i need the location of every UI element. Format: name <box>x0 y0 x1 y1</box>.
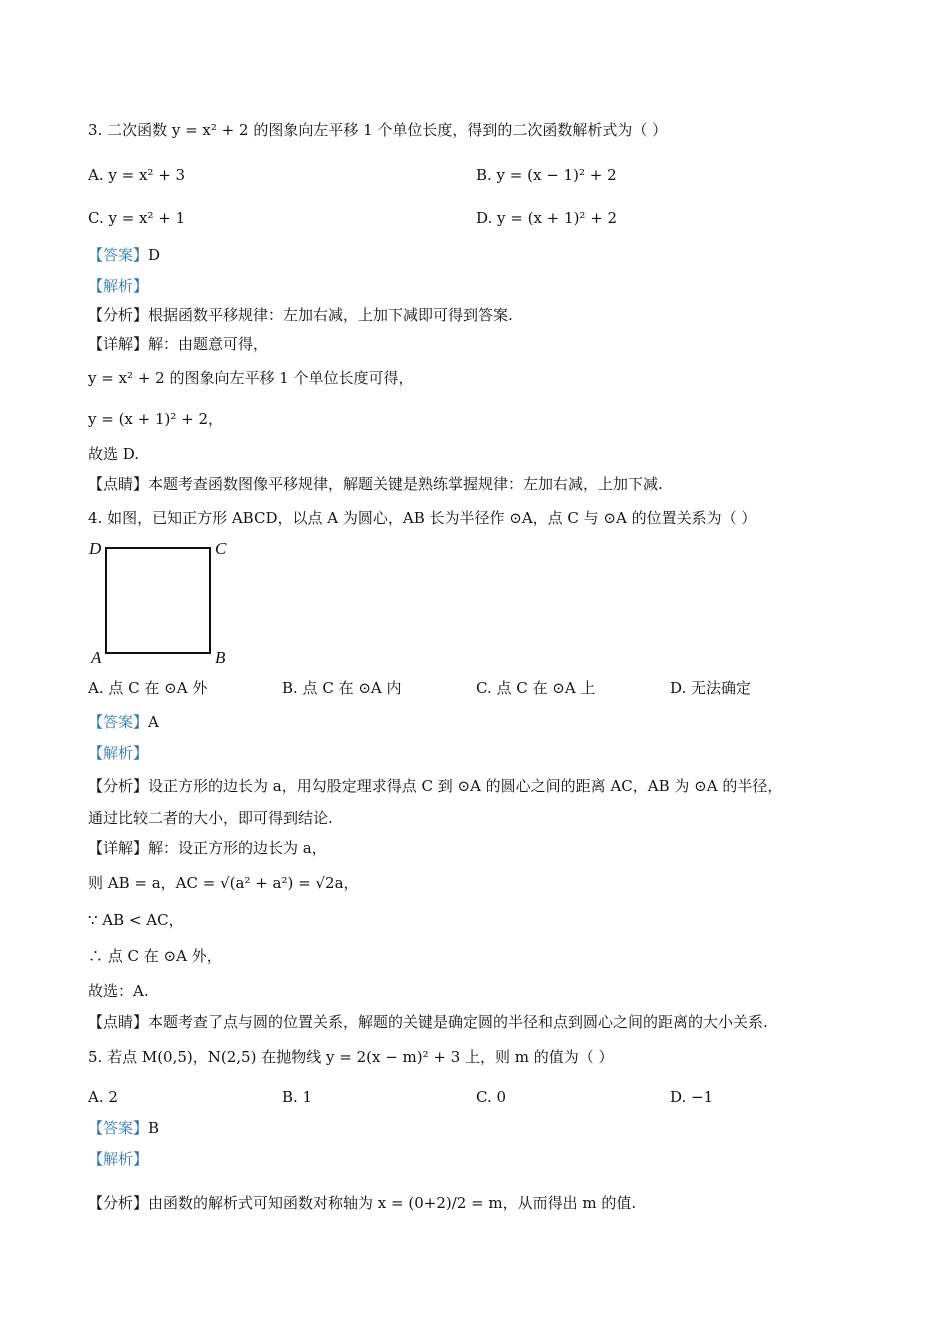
xiangjie-tag: 【详解】 <box>88 335 149 353</box>
q3-option-b: B. y = (x − 1)² + 2 <box>476 166 617 184</box>
vertex-label-b: B <box>215 648 226 667</box>
q4-step2: ∵ AB < AC， <box>88 911 184 929</box>
fenxi-tag: 【分析】 <box>88 1194 149 1212</box>
q4-option-a: A. 点 C 在 ⊙A 外 <box>88 679 208 697</box>
answer-tag: 【答案】 <box>88 713 149 731</box>
q3-fenxi <box>88 305 513 325</box>
fenxi-text: 根据函数平移规律：左加右减，上加下减即可得到答案. <box>148 306 513 324</box>
q4-xiangjie <box>88 838 327 858</box>
q3-step2: y = (x + 1)² + 2， <box>88 410 224 428</box>
answer-value: D <box>148 246 161 264</box>
q4-option-d: D. 无法确定 <box>670 679 752 697</box>
dianjing-text: 本题考查了点与圆的位置关系，解题的关键是确定圆的半径和点到圆心之间的距离的大小关系. <box>148 1013 768 1031</box>
answer-tag: 【答案】 <box>88 246 149 264</box>
vertex-label-d: D <box>89 539 102 558</box>
xiangjie-tag: 【详解】 <box>88 839 149 857</box>
fenxi-text: 设正方形的边长为 a，用勾股定理求得点 C 到 ⊙A 的圆心之间的距离 AC，AB 为 ⊙A 的半径， <box>148 777 783 795</box>
q4-conclusion: 故选：A. <box>88 982 149 1000</box>
xiangjie-text: 解：由题意可得， <box>148 335 269 353</box>
dianjing-tag: 【点睛】 <box>88 1013 149 1031</box>
q4-answer <box>88 712 159 732</box>
answer-value: B <box>148 1119 160 1137</box>
q5-stem: 5. 若点 M(0,5)，N(2,5) 在抛物线 y = 2(x − m)² + 3 上，则 m 的值为（ ） <box>88 1048 614 1066</box>
q5-fenxi <box>88 1193 636 1213</box>
dianjing-text: 本题考查函数图像平移规律，解题关键是熟练掌握规律：左加右减，上加下减. <box>148 475 663 493</box>
q5-answer <box>88 1118 159 1138</box>
q3-stem: 3. 二次函数 y = x² + 2 的图象向左平移 1 个单位长度，得到的二次函数解析式为（ ） <box>88 121 668 139</box>
q4-jiexi-tag: 【解析】 <box>88 744 149 762</box>
q3-step1: y = x² + 2 的图象向左平移 1 个单位长度可得， <box>88 369 414 387</box>
q4-stem: 4. 如图，已知正方形 ABCD，以点 A 为圆心，AB 长为半径作 ⊙A，点 C 与 ⊙A 的位置关系为（ ） <box>88 509 757 527</box>
q3-jiexi-tag: 【解析】 <box>88 277 149 295</box>
q4-step1: 则 AB = a，AC = √(a² + a²) = √2a， <box>88 874 359 892</box>
q3-option-c: C. y = x² + 1 <box>88 209 186 227</box>
q4-option-c: C. 点 C 在 ⊙A 上 <box>476 679 596 697</box>
q4-fenxi <box>88 776 782 796</box>
q5-option-d: D. −1 <box>670 1088 714 1106</box>
fenxi-tag: 【分析】 <box>88 777 149 795</box>
q3-xiangjie <box>88 334 268 354</box>
q5-jiexi-tag: 【解析】 <box>88 1150 149 1168</box>
dianjing-tag: 【点睛】 <box>88 475 149 493</box>
q4-dianjing <box>88 1012 768 1032</box>
fenxi-tag: 【分析】 <box>88 306 149 324</box>
q3-dianjing <box>88 474 663 494</box>
q4-option-b: B. 点 C 在 ⊙A 内 <box>282 679 402 697</box>
square-abcd <box>105 547 211 654</box>
q5-option-c: C. 0 <box>476 1088 507 1106</box>
answer-tag: 【答案】 <box>88 1119 149 1137</box>
vertex-label-a: A <box>91 648 102 667</box>
q3-option-a: A. y = x² + 3 <box>88 166 186 184</box>
q3-answer <box>88 245 160 265</box>
q4-fenxi-cont: 通过比较二者的大小，即可得到结论. <box>88 809 333 827</box>
q3-conclusion: 故选 D. <box>88 445 140 463</box>
q5-option-b: B. 1 <box>282 1088 313 1106</box>
vertex-label-c: C <box>215 539 227 558</box>
fenxi-text: 由函数的解析式可知函数对称轴为 x = (0+2)/2 = m，从而得出 m 的值. <box>148 1194 637 1212</box>
answer-value: A <box>148 713 159 731</box>
q5-option-a: A. 2 <box>88 1088 118 1106</box>
xiangjie-text: 解：设正方形的边长为 a， <box>148 839 327 857</box>
q4-step3: ∴ 点 C 在 ⊙A 外， <box>88 947 222 965</box>
q3-option-d: D. y = (x + 1)² + 2 <box>476 209 618 227</box>
